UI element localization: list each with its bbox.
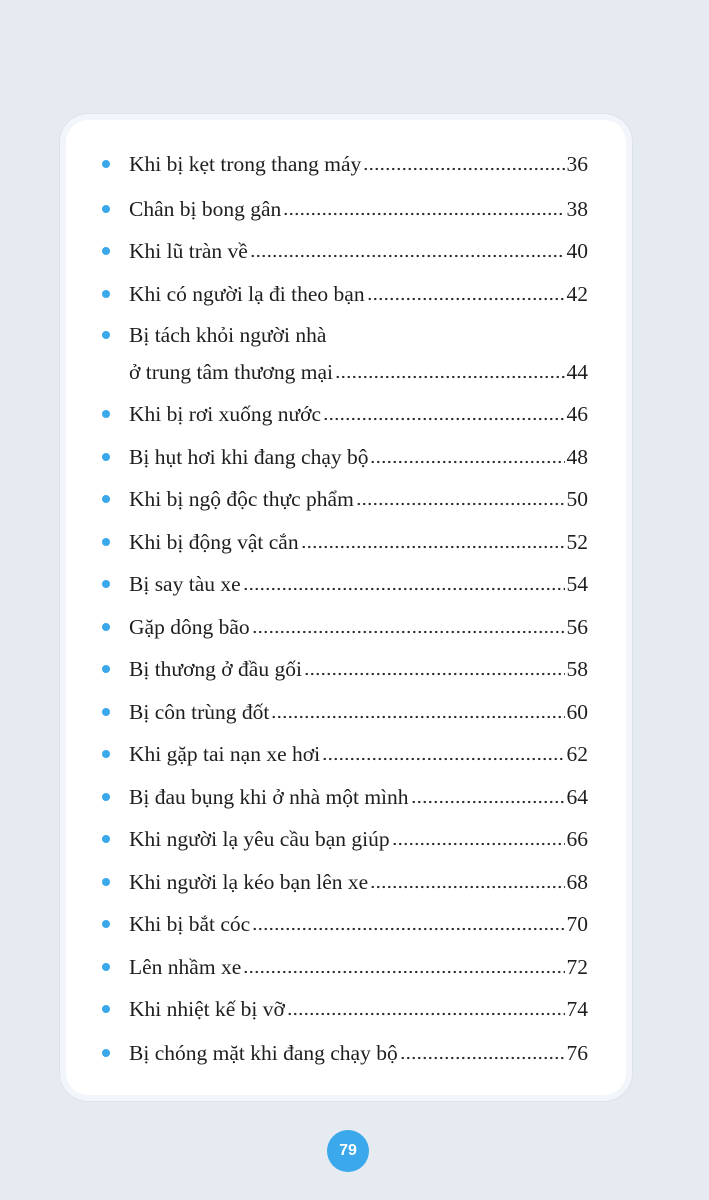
dot-leader (411, 800, 565, 804)
dot-leader (243, 970, 564, 974)
toc-entry-title: Khi người lạ yêu cầu bạn giúp (129, 827, 390, 851)
dot-leader (252, 630, 565, 634)
toc-entry-page: 52 (566, 530, 588, 554)
dot-leader (392, 842, 565, 846)
toc-entry-title: Gặp dông bão (129, 615, 250, 639)
bullet-icon (102, 835, 110, 843)
dot-leader (283, 212, 564, 216)
toc-entry-page: 42 (566, 282, 588, 306)
dot-leader (400, 1056, 565, 1060)
bullet-icon (102, 580, 110, 588)
dot-leader (252, 927, 564, 931)
toc-entry-page: 56 (566, 615, 588, 639)
dot-leader (367, 297, 565, 301)
bullet-icon (102, 963, 110, 971)
toc-entry-title: Khi bị ngộ độc thực phẩm (129, 487, 354, 511)
toc-entry-title: Lên nhầm xe (129, 955, 242, 979)
toc-entry-page: 60 (566, 700, 588, 724)
page-number-badge: 79 (327, 1130, 369, 1172)
toc-entry-page: 58 (566, 657, 588, 681)
toc-entry-page: 40 (566, 239, 588, 263)
dot-leader (250, 254, 565, 258)
toc-entry-title: Bị côn trùng đốt (129, 700, 270, 724)
bullet-icon (102, 247, 110, 255)
toc-entry-page: 64 (566, 785, 588, 809)
bullet-icon (102, 538, 110, 546)
bullet-icon (102, 453, 110, 461)
bullet-icon (102, 205, 110, 213)
toc-entry-page: 68 (566, 870, 588, 894)
toc-entry-page: 48 (566, 445, 588, 469)
toc-entry-title: Bị tách khỏi người nhà (129, 323, 327, 347)
toc-entry-title: Khi gặp tai nạn xe hơi (129, 742, 321, 766)
dot-leader (322, 757, 564, 761)
toc-entry-page: 44 (566, 360, 588, 384)
bullet-icon (102, 1049, 110, 1057)
toc-entry-title: Khi người lạ kéo bạn lên xe (129, 870, 369, 894)
bullet-icon (102, 750, 110, 758)
toc-entry-page: 70 (566, 912, 588, 936)
toc-entry-title: Bị hụt hơi khi đang chạy bộ (129, 445, 369, 469)
dot-leader (323, 417, 564, 421)
dot-leader (356, 502, 565, 506)
toc-entry-title: Bị thương ở đầu gối (129, 657, 302, 681)
toc-entry-page: 66 (566, 827, 588, 851)
toc-entry-page: 74 (566, 997, 588, 1021)
dot-leader (243, 587, 565, 591)
toc-entry-title: Bị say tàu xe (129, 572, 241, 596)
dot-leader (271, 715, 564, 719)
dot-leader (301, 545, 565, 549)
bullet-icon (102, 708, 110, 716)
toc-card (66, 120, 626, 1095)
bullet-icon (102, 793, 110, 801)
bullet-icon (102, 290, 110, 298)
dot-leader (304, 672, 565, 676)
toc-entry-page: 50 (566, 487, 588, 511)
toc-entry-title: Bị chóng mặt khi đang chạy bộ (129, 1041, 398, 1065)
toc-entry-title-continued: ở trung tâm thương mại (129, 360, 333, 384)
toc-entry-title: Chân bị bong gân (129, 197, 282, 221)
toc-entry-title: Khi lũ tràn về (129, 239, 248, 263)
toc-entry-page: 38 (566, 197, 588, 221)
toc-entry-page: 54 (566, 572, 588, 596)
bullet-icon (102, 623, 110, 631)
toc-entry-page: 72 (566, 955, 588, 979)
toc-entry-page: 76 (566, 1041, 588, 1065)
bullet-icon (102, 160, 110, 168)
toc-entry-page: 62 (566, 742, 588, 766)
dot-leader (363, 167, 564, 171)
toc-entry-title: Khi bị rơi xuống nước (129, 402, 322, 426)
bullet-icon (102, 665, 110, 673)
bullet-icon (102, 331, 110, 339)
bullet-icon (102, 878, 110, 886)
dot-leader (370, 460, 564, 464)
toc-entry-page: 46 (566, 402, 588, 426)
bullet-icon (102, 1005, 110, 1013)
toc-entry-title: Khi có người lạ đi theo bạn (129, 282, 365, 306)
toc-entry-page: 36 (566, 152, 588, 176)
toc-entry-title: Khi nhiệt kế bị vỡ (129, 997, 285, 1021)
dot-leader (370, 885, 564, 889)
dot-leader (335, 375, 565, 379)
bullet-icon (102, 920, 110, 928)
toc-entry-title: Khi bị kẹt trong thang máy (129, 152, 362, 176)
toc-entry-title: Khi bị bắt cóc (129, 912, 251, 936)
toc-entry-title: Bị đau bụng khi ở nhà một mình (129, 785, 409, 809)
bullet-icon (102, 410, 110, 418)
dot-leader (287, 1012, 565, 1016)
toc-entry-title: Khi bị động vật cắn (129, 530, 299, 554)
bullet-icon (102, 495, 110, 503)
